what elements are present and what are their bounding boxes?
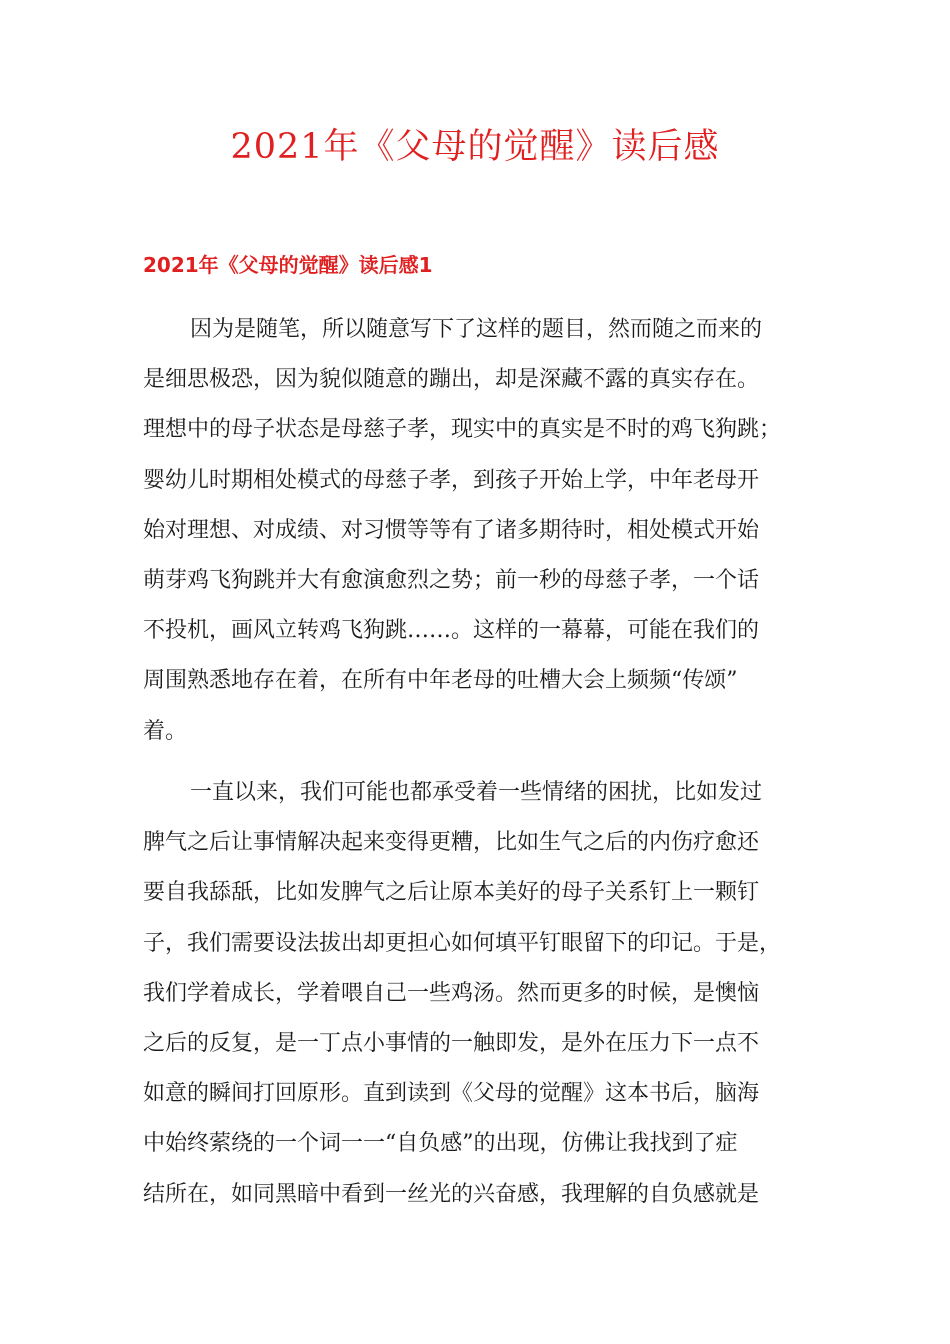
paragraph-line: 不投机，画风立转鸡飞狗跳……。这样的一幕幕，可能在我们的 <box>143 618 760 644</box>
paragraph-line: 我们学着成长，学着喂自己一些鸡汤。然而更多的时候，是懊恼 <box>143 980 760 1006</box>
paragraph-line: 之后的反复，是一丁点小事情的一触即发，是外在压力下一点不 <box>143 1030 760 1056</box>
paragraph-line: 是细思极恐，因为貌似随意的蹦出，却是深藏不露的真实存在。 <box>143 367 760 393</box>
paragraph-line: 如意的瞬间打回原形。直到读到《父母的觉醒》这本书后，脑海 <box>143 1081 760 1107</box>
document-title: 2021年《父母的觉醒》读后感 <box>230 127 720 167</box>
section-heading: 2021年《父母的觉醒》读后感1 <box>143 253 433 277</box>
paragraph-line: 始对理想、对成绩、对习惯等等有了诸多期待时，相处模式开始 <box>143 517 760 543</box>
paragraph-line: 一直以来，我们可能也都承受着一些情绪的困扰，比如发过 <box>190 780 763 805</box>
paragraph-line: 理想中的母子状态是母慈子孝，现实中的真实是不时的鸡飞狗跳； <box>143 417 782 443</box>
paragraph-line: 萌芽鸡飞狗跳并大有愈演愈烈之势；前一秒的母慈子孝，一个话 <box>143 567 760 593</box>
paragraph-line: 要自我舔舐，比如发脾气之后让原本美好的母子关系钉上一颗钉 <box>143 880 760 906</box>
paragraph-line: 着。 <box>143 718 188 744</box>
paragraph-line: 周围熟悉地存在着，在所有中年老母的吐槽大会上频频“传颂” <box>143 668 738 694</box>
paragraph-1 <box>143 305 809 757</box>
paragraph-line: 脾气之后让事情解决起来变得更糟，比如生气之后的内伤疗愈还 <box>143 830 760 856</box>
paragraph-line: 因为是随笔，所以随意写下了这样的题目，然而随之而来的 <box>190 317 763 342</box>
paragraph-line: 子，我们需要设法拔出却更担心如何填平钉眼留下的印记。于是， <box>143 930 782 956</box>
paragraph-line: 婴幼儿时期相处模式的母慈子孝，到孩子开始上学，中年老母开 <box>143 467 760 493</box>
paragraph-line: 结所在，如同黑暗中看到一丝光的兴奋感，我理解的自负感就是 <box>143 1181 760 1207</box>
paragraph-2 <box>143 768 809 1220</box>
paragraph-line: 中始终萦绕的一个词一一“自负感”的出现，仿佛让我找到了症 <box>143 1131 738 1157</box>
